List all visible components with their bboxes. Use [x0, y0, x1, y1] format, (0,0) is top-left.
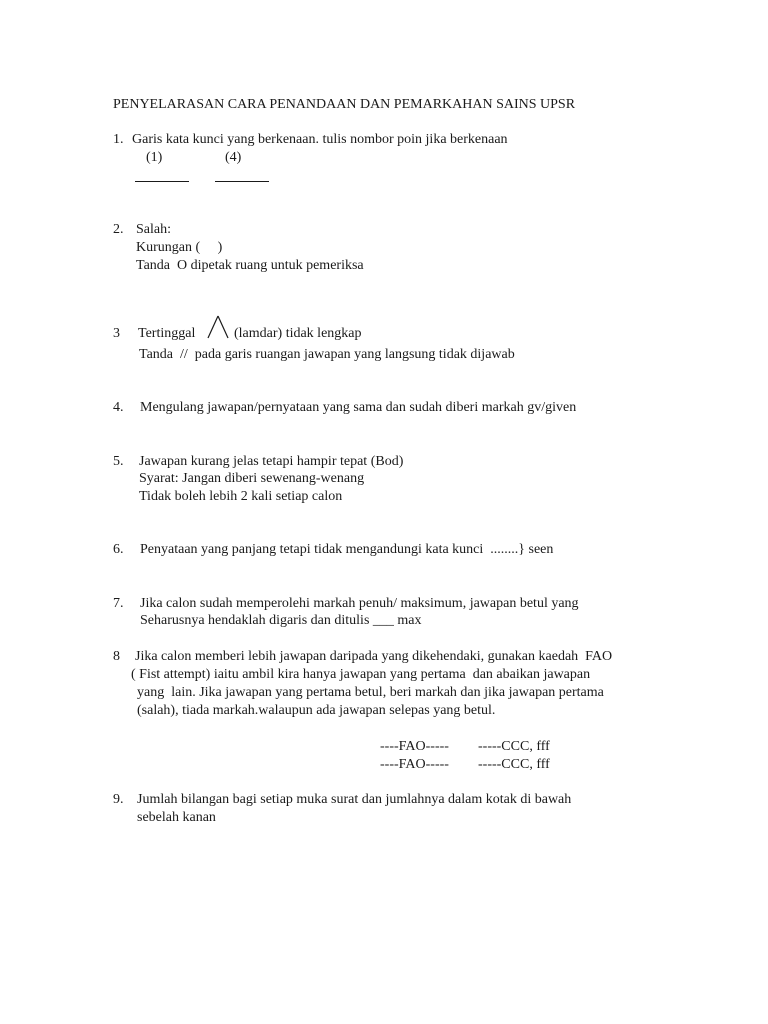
item-5-number: 5.: [113, 454, 124, 469]
fao-row-2-right: -----CCC, fff: [478, 757, 550, 772]
item-8-number: 8: [113, 649, 120, 664]
item-7-number: 7.: [113, 596, 124, 611]
item-3-line-1a: Tertinggal: [138, 326, 196, 341]
item-8-line-1: Jika calon memberi lebih jawapan daripada yang dikehendaki, gunakan kaedah FAO: [135, 649, 613, 664]
item-9-line-1: Jumlah bilangan bagi setiap muka surat dan jumlahnya dalam kotak di bawah: [137, 792, 572, 807]
item-1-text: Garis kata kunci yang berkenaan. tulis nombor poin jika berkenaan: [132, 132, 508, 147]
item-5-line-3: Tidak boleh lebih 2 kali setiap calon: [139, 489, 343, 504]
item-7-line-1: Jika calon sudah memperolehi markah penuh/ maksimum, jawapan betul yang: [140, 596, 579, 611]
answer-blank-2: [215, 181, 269, 182]
item-5-line-2: Syarat: Jangan diberi sewenang-wenang: [139, 471, 365, 486]
item-3-line-2: Tanda // pada garis ruangan jawapan yang langsung tidak dijawab: [139, 347, 515, 362]
item-2-line-1: Salah:: [136, 222, 171, 237]
item-8-line-2: ( Fist attempt) iaitu ambil kira hanya jawapan yang pertama dan abaikan jawapan: [131, 667, 591, 682]
item-9-number: 9.: [113, 792, 124, 807]
item-4-line-1: Mengulang jawapan/pernyataan yang sama dan sudah diberi markah gv/given: [140, 400, 577, 415]
item-1-number: 1.: [113, 132, 124, 147]
fao-row-1-right: -----CCC, fff: [478, 739, 550, 754]
item-2-line-2: Kurungan ( ): [136, 240, 223, 255]
item-4-number: 4.: [113, 400, 124, 415]
item-7-line-2: Seharusnya hendaklah digaris dan ditulis ___ max: [140, 613, 422, 628]
fao-row-1-left: ----FAO-----: [380, 739, 449, 754]
item-1-point-a: (1): [146, 150, 163, 165]
item-1-point-b: (4): [225, 150, 242, 165]
document-title: PENYELARASAN CARA PENANDAAN DAN PEMARKAHAN SAINS UPSR: [113, 97, 576, 112]
item-3-line-1b: (lamdar) tidak lengkap: [234, 326, 362, 341]
item-8-line-3: yang lain. Jika jawapan yang pertama betul, beri markah dan jika jawapan pertama: [137, 685, 604, 700]
item-3-number: 3: [113, 326, 120, 341]
item-6-line-1: Penyataan yang panjang tetapi tidak mengandungi kata kunci ........} seen: [140, 542, 554, 557]
item-9-line-2: sebelah kanan: [137, 810, 216, 825]
item-6-number: 6.: [113, 542, 124, 557]
answer-blank-1: [135, 181, 189, 182]
item-8-line-4: (salah), tiada markah.walaupun ada jawapan selepas yang betul.: [137, 703, 496, 718]
caret-mark-icon: [206, 313, 230, 339]
item-2-number: 2.: [113, 222, 124, 237]
fao-row-2-left: ----FAO-----: [380, 757, 449, 772]
item-2-line-3: Tanda O dipetak ruang untuk pemeriksa: [136, 258, 364, 273]
item-5-line-1: Jawapan kurang jelas tetapi hampir tepat (Bod): [139, 454, 404, 469]
